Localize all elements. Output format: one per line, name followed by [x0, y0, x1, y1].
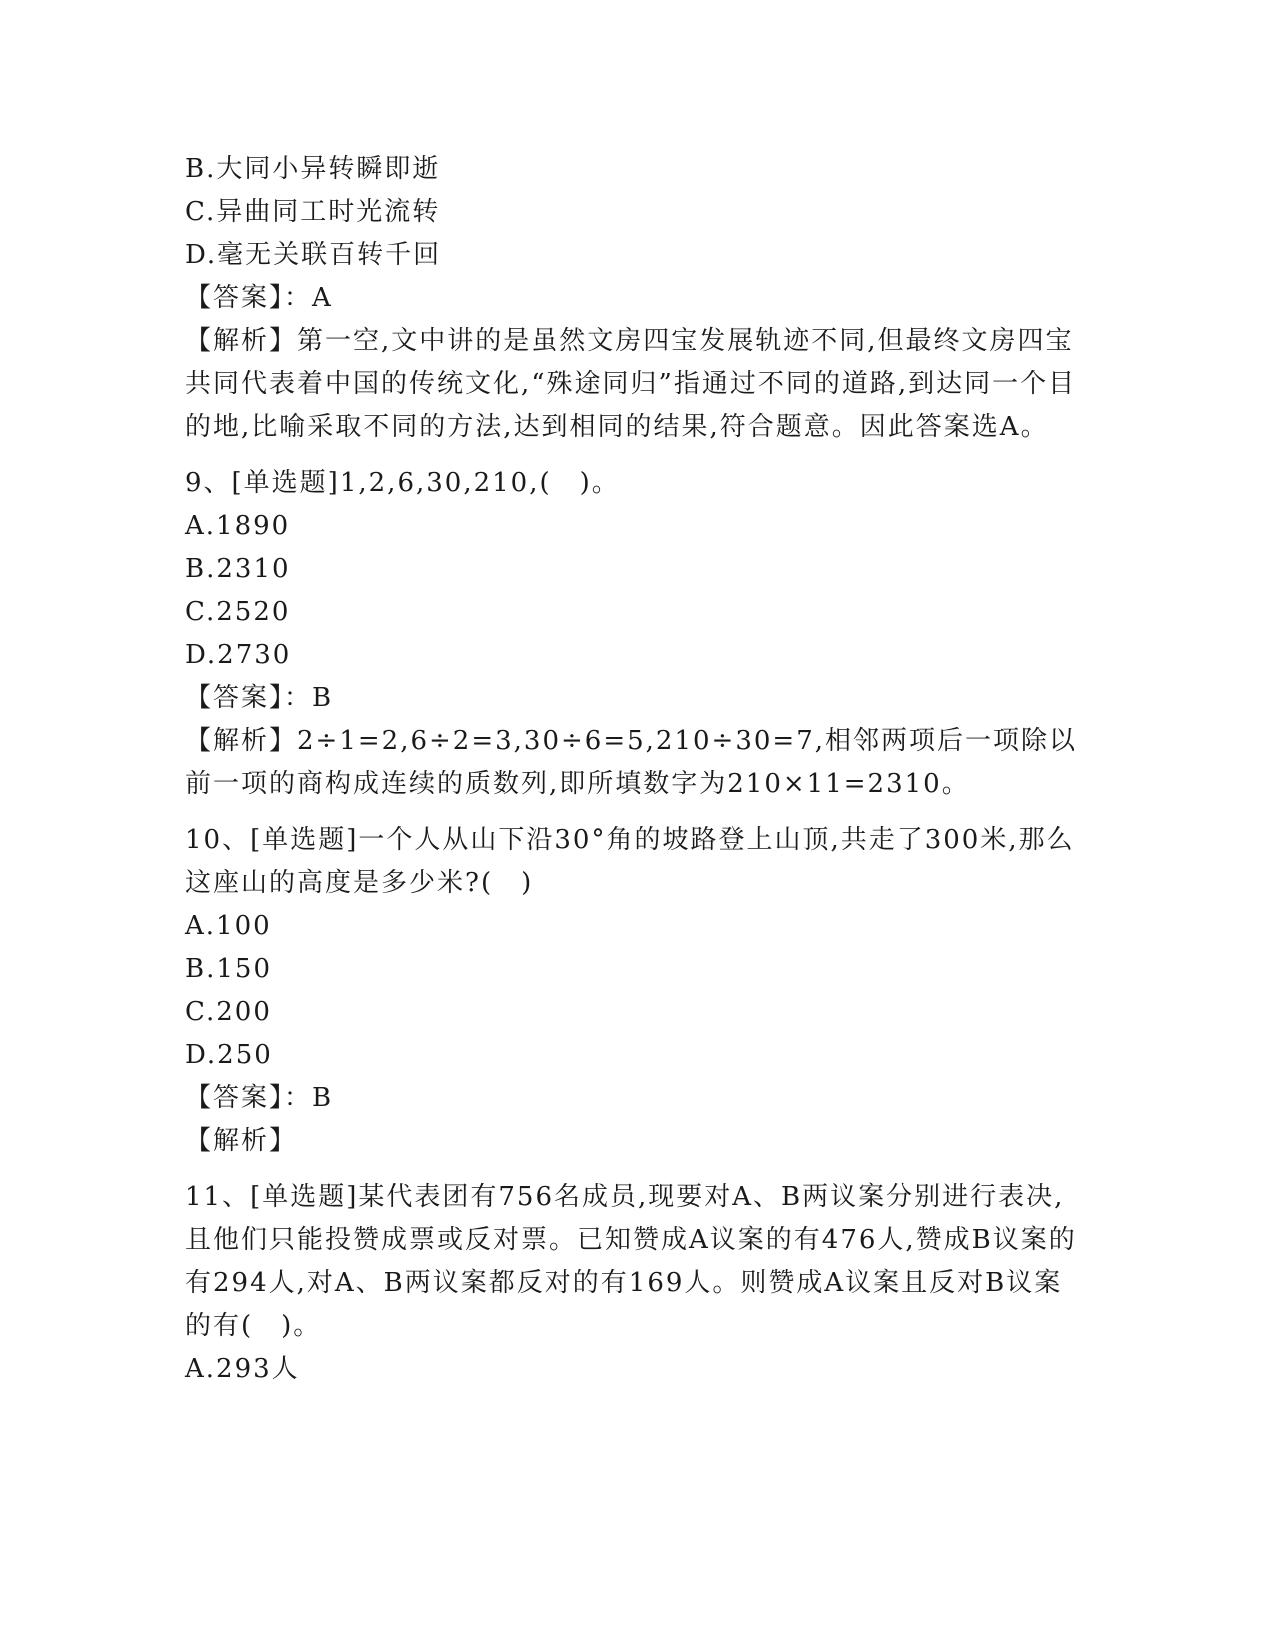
q10-analysis: 【解析】 [185, 1126, 298, 1156]
q9-option-a: A.1890 [185, 511, 291, 541]
spacer [185, 806, 1090, 819]
q9-question: 9、[单选题]1,2,6,30,210,( )。 [185, 468, 620, 498]
q10-option-c: C.200 [185, 997, 272, 1027]
q9-answer: 【答案】：B [185, 683, 334, 713]
q8-option-b: B.大同小异转瞬即逝 [185, 154, 441, 184]
q9-option-d: D.2730 [185, 640, 292, 670]
q9-option-b: B.2310 [185, 554, 291, 584]
q11-question: 11、[单选题]某代表团有756名成员,现要对A、B两议案分别进行表决,且他们只能投赞成票或反对票。已知赞成A议案的有476人,赞成B议案的有294人,对A、B两议案都反对的有169人。则赞成A议案且反对B议案的有( )。 [185, 1182, 1077, 1341]
document-content [185, 148, 1090, 1391]
q10-option-a: A.100 [185, 911, 272, 941]
q8-analysis: 【解析】第一空,文中讲的是虽然文房四宝发展轨迹不同,但最终文房四宝共同代表着中国的传统文化,“殊途同归”指通过不同的道路,到达同一个目的地,比喻采取不同的方法,达到相同的结果,符合题意。因此答案选A。 [185, 326, 1077, 442]
q9-option-c: C.2520 [185, 597, 291, 627]
q10-question: 10、[单选题]一个人从山下沿30°角的坡路登上山顶,共走了300米,那么这座山的高度是多少米?( ) [185, 825, 1075, 898]
q8-answer: 【答案】：A [185, 283, 333, 313]
spacer [185, 1163, 1090, 1176]
q10-answer: 【答案】：B [185, 1083, 334, 1113]
q8-option-d: D.毫无关联百转千回 [185, 240, 442, 270]
q10-option-b: B.150 [185, 954, 272, 984]
q8-option-c: C.异曲同工时光流转 [185, 197, 441, 227]
q11-option-a: A.293人 [185, 1354, 300, 1384]
q9-analysis: 【解析】2÷1=2,6÷2=3,30÷6=5,210÷30=7,相邻两项后一项除以前一项的商构成连续的质数列,即所填数字为210×11=2310。 [185, 726, 1078, 799]
spacer [185, 449, 1090, 462]
q10-option-d: D.250 [185, 1040, 273, 1070]
